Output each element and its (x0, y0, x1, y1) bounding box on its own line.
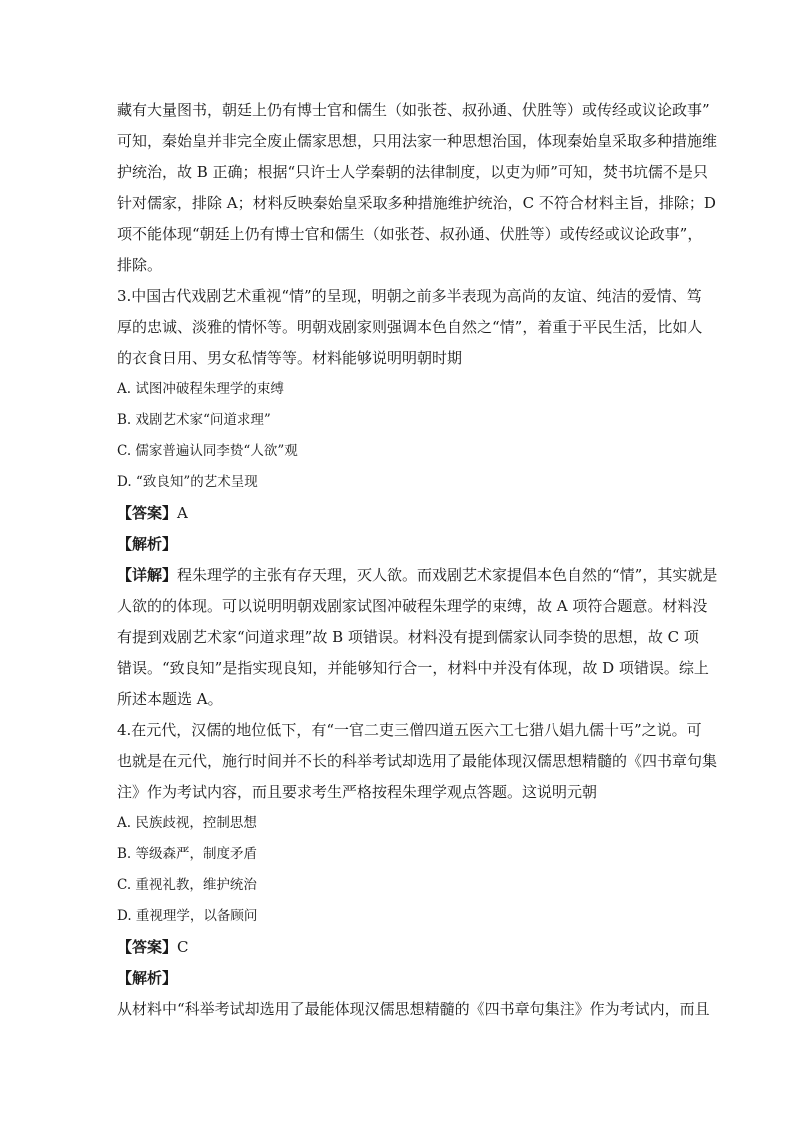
text-line (117, 653, 709, 684)
line-text: C. 重视礼教，维护统治 (117, 877, 257, 893)
section-tag-line (117, 498, 679, 529)
line-text: 也就是在元代，施行时间并不长的科举考试却选用了最能体现汉儒思想精髓的《四书章句集 (117, 752, 718, 770)
line-text: 程朱理学的主张有存天理，灭人欲。而戏剧艺术家提倡本色自然的“情”，其实就是 (177, 566, 718, 584)
line-text: 可知，秦始皇并非完全废止儒家思想，只用法家一种思想治国，体现秦始皇采取多种措施维 (117, 132, 718, 150)
line-text: C. 儒家普遍认同李贽“人欲”观 (117, 443, 298, 459)
section-tag: 【答案】 (117, 938, 178, 956)
text-line (117, 343, 679, 374)
text-line (117, 591, 708, 622)
option-line (117, 467, 679, 498)
text-line (117, 684, 679, 715)
line-text: B. 等级森严，制度矛盾 (117, 846, 258, 862)
section-tag-line (117, 932, 679, 963)
text-line (117, 622, 699, 653)
line-text: B. 戏剧艺术家“问道求理” (117, 412, 271, 428)
line-text: C (177, 938, 189, 956)
text-line (117, 312, 703, 343)
text-line (117, 188, 716, 219)
option-line (117, 808, 679, 839)
text-line (117, 777, 679, 808)
section-tag: 【详解】 (117, 566, 178, 584)
line-text: A. 试图冲破程朱理学的束缚 (117, 381, 284, 397)
line-text: 项不能体现“朝廷上仍有博士官和儒生（如张苍、叔孙通、伏胜等）或传经或议论政事”， (117, 225, 703, 243)
section-tag: 【解析】 (117, 969, 178, 987)
text-line (117, 994, 710, 1025)
line-text: 错误。“致良知”是指实现良知，并能够知行合一，材料中并没有体现，故 D 项错误。综上 (117, 659, 709, 677)
document-page (117, 95, 718, 1025)
text-line (117, 126, 718, 157)
line-text: A. 民族歧视，控制思想 (117, 815, 257, 831)
text-line (117, 715, 702, 746)
section-tag-line (117, 963, 679, 994)
option-line (117, 405, 679, 436)
line-text: 从材料中“科举考试却选用了最能体现汉儒思想精髓的《四书章句集注》作为考试内，而且 (117, 1000, 710, 1018)
section-tag: 【解析】 (117, 535, 178, 553)
text-line (117, 157, 708, 188)
line-text: 排除。 (117, 256, 163, 274)
text-line (117, 95, 710, 126)
section-tag-line (117, 529, 679, 560)
text-line (117, 281, 702, 312)
option-line (117, 901, 679, 932)
section-tag-line (117, 560, 718, 591)
line-text: 有提到戏剧艺术家“问道求理”故 B 项错误。材料没有提到儒家认同李贽的思想，故 C 项 (117, 628, 699, 646)
text-line (117, 219, 703, 250)
line-text: 所述本题选 A。 (117, 690, 223, 708)
text-line (117, 746, 718, 777)
line-text: 藏有大量图书，朝廷上仍有博士官和儒生（如张苍、叔孙通、伏胜等）或传经或议论政事” (117, 101, 710, 119)
line-text: 厚的忠诚、淡雅的情怀等。明朝戏剧家则强调本色自然之“情”，着重于平民生活，比如人 (117, 318, 703, 336)
line-text: D. “致良知”的艺术呈现 (117, 474, 258, 490)
text-line (117, 250, 679, 281)
option-line (117, 374, 679, 405)
option-line (117, 839, 679, 870)
line-text: 注》作为考试内容，而且要求考生严格按程朱理学观点答题。这说明元朝 (117, 783, 598, 801)
line-text: A (177, 504, 188, 522)
line-text: 针对儒家，排除 A；材料反映秦始皇采取多种措施维护统治，C 不符合材料主旨，排除；D (117, 194, 716, 212)
line-text: 人欲的的体现。可以说明明朝戏剧家试图冲破程朱理学的束缚，故 A 项符合题意。材料没 (117, 597, 708, 615)
line-text: 3.中国古代戏剧艺术重视“情”的呈现，明朝之前多半表现为高尚的友谊、纯洁的爱情、笃 (117, 287, 702, 305)
line-text: 4.在元代，汉儒的地位低下，有“一官二吏三僧四道五医六工七猎八娼九儒十丐”之说。可 (117, 721, 702, 739)
option-line (117, 870, 679, 901)
line-text: 的衣食日用、男女私情等等。材料能够说明明朝时期 (117, 349, 463, 367)
line-text: 护统治，故 B 正确；根据“只许士人学秦朝的法律制度，以吏为师”可知，焚书坑儒不是只 (117, 163, 708, 181)
option-line (117, 436, 679, 467)
section-tag: 【答案】 (117, 504, 178, 522)
line-text: D. 重视理学，以备顾问 (117, 908, 258, 924)
